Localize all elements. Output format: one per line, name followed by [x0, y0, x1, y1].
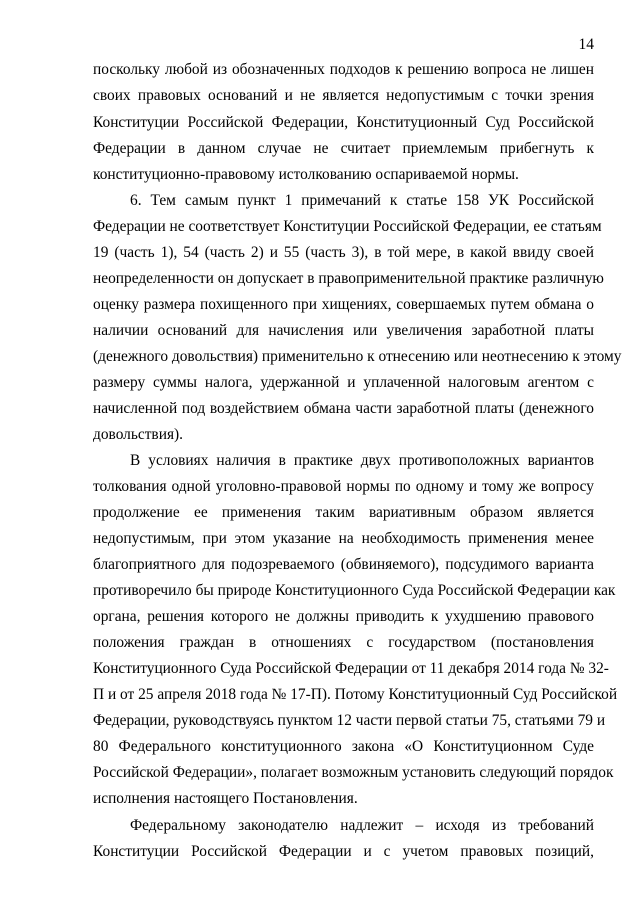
text-line: В условиях наличия в практике двух противоположных вариантов	[130, 452, 594, 469]
text-line: своих правовых оснований и не является недопустимым с точки зрения	[93, 87, 594, 104]
text-line: противоречило бы природе Конституционного Суда Российской Федерации как	[93, 582, 616, 599]
text-line: благоприятного для подозреваемого (обвиняемого), подсудимого варианта	[93, 556, 594, 573]
text-line: 80 Федерального конституционного закона «О Конституционном Суде	[93, 738, 594, 755]
text-line: исполнения настоящего Постановления.	[93, 790, 358, 807]
text-line: довольствия).	[93, 426, 183, 443]
text-line: продолжение ее применения таким вариативным образом является	[93, 504, 594, 521]
text-line: Конституции Российской Федерации, Конституционный Суд Российской	[93, 114, 594, 131]
text-line: Федерации в данном случае не считает приемлемым прибегнуть к	[93, 140, 594, 157]
text-line: Федерации, руководствуясь пунктом 12 части первой статьи 75, статьями 79 и	[93, 712, 606, 729]
text-line: П и от 25 апреля 2018 года № 17-П). Потому Конституционный Суд Российской	[93, 686, 618, 703]
text-line: поскольку любой из обозначенных подходов к решению вопроса не лишен	[93, 61, 594, 78]
text-line: положения граждан в отношениях с государством (постановления	[93, 634, 594, 651]
text-line: размеру суммы налога, удержанной и уплаченной налоговым агентом с	[93, 374, 594, 391]
text-line: неопределенности он допускает в правоприменительной практике различную	[93, 270, 604, 287]
text-line: органа, решения которого не должны приводить к ухудшению правового	[93, 608, 594, 625]
text-line: 19 (часть 1), 54 (часть 2) и 55 (часть 3), в той мере, в какой ввиду своей	[93, 244, 594, 261]
text-line: Российской Федерации», полагает возможным установить следующий порядок	[93, 764, 614, 781]
text-line: оценку размера похищенного при хищениях, совершаемых путем обмана о	[93, 296, 594, 313]
text-line: (денежного довольствия) применительно к отнесению или неотнесению к этому	[93, 348, 622, 365]
text-line: 6. Тем самым пункт 1 примечаний к статье 158 УК Российской	[130, 192, 594, 209]
text-line: Федерации не соответствует Конституции Российской Федерации, ее статьям	[93, 218, 602, 235]
text-line: конституционно-правовому истолкованию оспариваемой нормы.	[93, 166, 519, 183]
text-line: начисленной под воздействием обмана части заработной платы (денежного	[93, 400, 594, 417]
text-line: наличии оснований для начисления или увеличения заработной платы	[93, 322, 594, 339]
text-line: Конституционного Суда Российской Федерации от 11 декабря 2014 года № 32-	[93, 660, 609, 677]
page-number: 14	[578, 36, 594, 53]
text-line: недопустимым, при этом указание на необходимость применения менее	[93, 530, 594, 547]
text-line: толкования одной уголовно-правовой нормы по одному и тому же вопросу	[93, 478, 594, 495]
text-line: Конституции Российской Федерации и с учетом правовых позиций,	[93, 843, 594, 860]
text-line: Федеральному законодателю надлежит – исходя из требований	[130, 817, 594, 834]
